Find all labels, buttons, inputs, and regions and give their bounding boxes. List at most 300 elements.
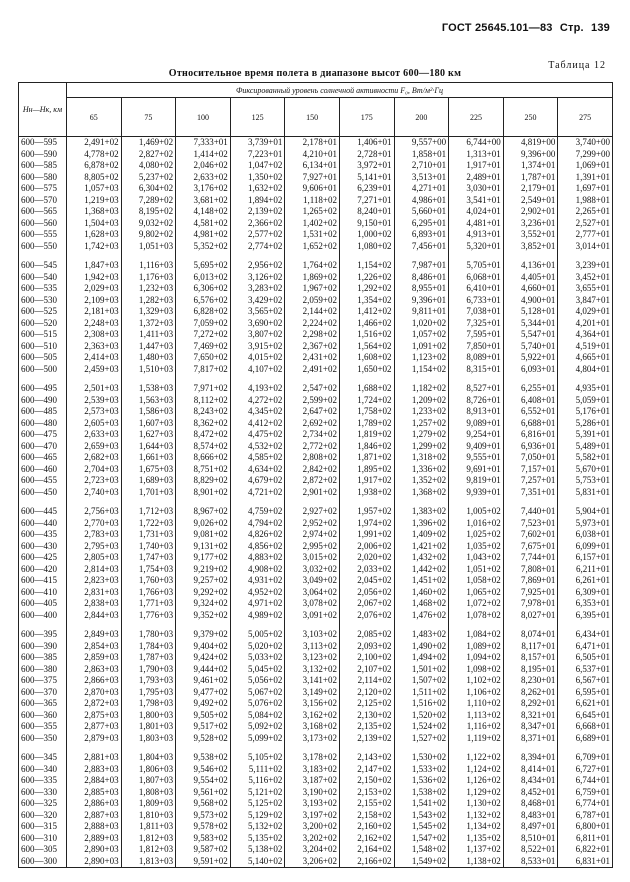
value-cell: 3,200+02 bbox=[285, 821, 340, 833]
value-cell: 1,025+02 bbox=[449, 529, 504, 541]
value-cell: 1,119+02 bbox=[449, 733, 504, 745]
activity-level-250: 250 bbox=[503, 98, 558, 137]
value-cell: 2,298+02 bbox=[285, 329, 340, 341]
value-cell: 2,093+02 bbox=[339, 641, 394, 653]
value-cell: 6,878+02 bbox=[67, 160, 122, 172]
value-cell: 8,089+01 bbox=[449, 352, 504, 364]
table-row bbox=[19, 295, 613, 307]
value-cell: 1,724+02 bbox=[339, 395, 394, 407]
table-row bbox=[19, 149, 613, 161]
value-cell: 2,085+02 bbox=[339, 629, 394, 641]
value-cell: 2,783+03 bbox=[67, 529, 122, 541]
value-cell: 1,644+03 bbox=[121, 441, 176, 453]
value-cell: 5,111+02 bbox=[230, 764, 285, 776]
value-cell: 5,132+02 bbox=[230, 821, 285, 833]
value-cell: 2,153+02 bbox=[339, 787, 394, 799]
value-cell: 2,166+02 bbox=[339, 856, 394, 868]
value-cell: 9,032+02 bbox=[121, 218, 176, 230]
value-cell: 4,029+01 bbox=[558, 306, 613, 318]
value-cell: 1,819+02 bbox=[339, 429, 394, 441]
table-row bbox=[19, 137, 613, 149]
value-cell: 1,758+02 bbox=[339, 406, 394, 418]
value-cell: 5,141+01 bbox=[339, 172, 394, 184]
value-cell: 8,955+01 bbox=[394, 283, 449, 295]
value-cell: 4,665+01 bbox=[558, 352, 613, 364]
altitude-range-cell: 600—340 bbox=[19, 764, 67, 776]
value-cell: 8,117+01 bbox=[503, 641, 558, 653]
value-cell: 3,655+01 bbox=[558, 283, 613, 295]
value-cell: 3,915+02 bbox=[230, 341, 285, 353]
value-cell: 1,536+02 bbox=[394, 775, 449, 787]
value-cell: 1,754+03 bbox=[121, 564, 176, 576]
value-cell: 1,084+02 bbox=[449, 629, 504, 641]
value-cell: 6,295+01 bbox=[394, 218, 449, 230]
value-cell: 1,712+03 bbox=[121, 506, 176, 518]
value-cell: 7,850+01 bbox=[449, 341, 504, 353]
value-cell: 1,527+02 bbox=[394, 733, 449, 745]
value-cell: 3,078+02 bbox=[285, 598, 340, 610]
value-cell: 5,547+01 bbox=[503, 329, 558, 341]
value-cell: 7,272+02 bbox=[176, 329, 231, 341]
value-cell: 3,156+02 bbox=[285, 698, 340, 710]
value-cell: 1,793+03 bbox=[121, 675, 176, 687]
value-cell: 1,412+02 bbox=[339, 306, 394, 318]
value-cell: 6,068+01 bbox=[449, 272, 504, 284]
value-cell: 1,541+02 bbox=[394, 798, 449, 810]
activity-group-header: Фиксированный уровень солнечной активности F₀, Вт/м²·Гц bbox=[67, 83, 613, 98]
table-row bbox=[19, 564, 613, 576]
value-cell: 6,505+01 bbox=[558, 652, 613, 664]
value-cell: 2,150+02 bbox=[339, 775, 394, 787]
value-cell: 1,182+02 bbox=[394, 383, 449, 395]
value-cell: 2,723+03 bbox=[67, 475, 122, 487]
value-cell: 6,621+01 bbox=[558, 698, 613, 710]
value-cell: 2,308+03 bbox=[67, 329, 122, 341]
value-cell: 1,116+02 bbox=[449, 721, 504, 733]
value-cell: 1,917+02 bbox=[339, 475, 394, 487]
value-cell: 8,315+01 bbox=[449, 364, 504, 376]
value-cell: 1,563+03 bbox=[121, 395, 176, 407]
value-cell: 4,585+02 bbox=[230, 452, 285, 464]
value-cell: 1,080+02 bbox=[339, 241, 394, 253]
table-row bbox=[19, 318, 613, 330]
value-cell: 1,476+02 bbox=[394, 610, 449, 622]
altitude-range-cell: 600—580 bbox=[19, 172, 67, 184]
value-cell: 1,731+03 bbox=[121, 529, 176, 541]
altitude-range-cell: 600—395 bbox=[19, 629, 67, 641]
value-cell: 2,863+03 bbox=[67, 664, 122, 676]
value-cell: 7,050+01 bbox=[503, 452, 558, 464]
value-cell: 1,299+02 bbox=[394, 441, 449, 453]
altitude-range-cell: 600—345 bbox=[19, 752, 67, 764]
value-cell: 2,549+01 bbox=[503, 195, 558, 207]
table-row bbox=[19, 733, 613, 745]
value-cell: 4,193+02 bbox=[230, 383, 285, 395]
altitude-range-cell: 600—465 bbox=[19, 452, 67, 464]
value-cell: 1,374+01 bbox=[503, 160, 558, 172]
value-cell: 3,807+02 bbox=[230, 329, 285, 341]
altitude-range-cell: 600—435 bbox=[19, 529, 67, 541]
page-label: Стр. bbox=[559, 22, 584, 34]
value-cell: 3,239+01 bbox=[558, 260, 613, 272]
altitude-range-cell: 600—450 bbox=[19, 487, 67, 499]
value-cell: 8,195+02 bbox=[121, 206, 176, 218]
table-row bbox=[19, 406, 613, 418]
value-cell: 6,744+00 bbox=[449, 137, 504, 149]
value-cell: 3,149+02 bbox=[285, 687, 340, 699]
value-cell: 8,414+01 bbox=[503, 764, 558, 776]
value-cell: 1,776+03 bbox=[121, 610, 176, 622]
value-cell: 3,452+01 bbox=[558, 272, 613, 284]
value-cell: 3,173+02 bbox=[285, 733, 340, 745]
value-cell: 2,886+03 bbox=[67, 798, 122, 810]
value-cell: 1,742+03 bbox=[67, 241, 122, 253]
value-cell: 1,701+03 bbox=[121, 487, 176, 499]
activity-level-175: 175 bbox=[339, 98, 394, 137]
value-cell: 2,020+02 bbox=[339, 552, 394, 564]
value-cell: 5,045+02 bbox=[230, 664, 285, 676]
value-cell: 1,089+02 bbox=[449, 641, 504, 653]
altitude-range-cell: 600—515 bbox=[19, 329, 67, 341]
value-cell: 3,123+02 bbox=[285, 652, 340, 664]
value-cell: 1,809+03 bbox=[121, 798, 176, 810]
value-cell: 3,103+02 bbox=[285, 629, 340, 641]
value-cell: 1,812+03 bbox=[121, 844, 176, 856]
value-cell: 1,447+03 bbox=[121, 341, 176, 353]
value-cell: 1,991+02 bbox=[339, 529, 394, 541]
value-cell: 1,628+03 bbox=[67, 229, 122, 241]
value-cell: 4,364+01 bbox=[558, 329, 613, 341]
value-cell: 7,869+01 bbox=[503, 575, 558, 587]
value-cell: 1,432+02 bbox=[394, 552, 449, 564]
value-cell: 6,255+01 bbox=[503, 383, 558, 395]
value-cell: 5,352+02 bbox=[176, 241, 231, 253]
value-cell: 2,573+03 bbox=[67, 406, 122, 418]
value-cell: 2,033+02 bbox=[339, 564, 394, 576]
value-cell: 4,856+02 bbox=[230, 541, 285, 553]
value-cell: 4,271+01 bbox=[394, 183, 449, 195]
value-cell: 9,557+00 bbox=[394, 137, 449, 149]
table-row bbox=[19, 810, 613, 822]
value-cell: 6,811+01 bbox=[558, 833, 613, 845]
value-cell: 6,744+01 bbox=[558, 775, 613, 787]
value-cell: 9,561+02 bbox=[176, 787, 231, 799]
value-cell: 1,543+02 bbox=[394, 810, 449, 822]
value-cell: 1,265+02 bbox=[285, 206, 340, 218]
table-row bbox=[19, 598, 613, 610]
value-cell: 9,424+02 bbox=[176, 652, 231, 664]
value-cell: 2,952+02 bbox=[285, 518, 340, 530]
value-cell: 5,128+01 bbox=[503, 306, 558, 318]
value-cell: 1,233+02 bbox=[394, 406, 449, 418]
value-cell: 2,866+03 bbox=[67, 675, 122, 687]
value-cell: 6,471+01 bbox=[558, 641, 613, 653]
value-cell: 2,885+03 bbox=[67, 787, 122, 799]
value-cell: 1,329+03 bbox=[121, 306, 176, 318]
value-cell: 1,895+02 bbox=[339, 464, 394, 476]
value-cell: 9,026+02 bbox=[176, 518, 231, 530]
value-cell: 1,391+01 bbox=[558, 172, 613, 184]
altitude-range-cell: 600—550 bbox=[19, 241, 67, 253]
value-cell: 4,794+02 bbox=[230, 518, 285, 530]
value-cell: 1,942+03 bbox=[67, 272, 122, 284]
value-cell: 1,065+02 bbox=[449, 587, 504, 599]
value-cell: 5,320+01 bbox=[449, 241, 504, 253]
value-cell: 1,510+03 bbox=[121, 364, 176, 376]
value-cell: 4,883+02 bbox=[230, 552, 285, 564]
value-cell: 9,538+02 bbox=[176, 752, 231, 764]
value-cell: 2,888+03 bbox=[67, 821, 122, 833]
value-cell: 2,890+03 bbox=[67, 856, 122, 868]
value-cell: 1,279+02 bbox=[394, 429, 449, 441]
value-cell: 8,452+01 bbox=[503, 787, 558, 799]
value-cell: 2,889+03 bbox=[67, 833, 122, 845]
value-cell: 1,078+02 bbox=[449, 610, 504, 622]
value-cell: 3,429+02 bbox=[230, 295, 285, 307]
value-cell: 5,059+01 bbox=[558, 395, 613, 407]
value-cell: 6,787+01 bbox=[558, 810, 613, 822]
value-cell: 2,164+02 bbox=[339, 844, 394, 856]
value-cell: 2,162+02 bbox=[339, 833, 394, 845]
value-cell: 3,739+01 bbox=[230, 137, 285, 149]
activity-level-275: 275 bbox=[558, 98, 613, 137]
value-cell: 8,468+01 bbox=[503, 798, 558, 810]
value-cell: 9,546+02 bbox=[176, 764, 231, 776]
value-cell: 4,405+01 bbox=[503, 272, 558, 284]
table-row bbox=[19, 464, 613, 476]
value-cell: 8,347+01 bbox=[503, 721, 558, 733]
value-cell: 5,140+02 bbox=[230, 856, 285, 868]
altitude-range-cell: 600—315 bbox=[19, 821, 67, 833]
value-cell: 1,800+03 bbox=[121, 710, 176, 722]
table-row bbox=[19, 629, 613, 641]
value-cell: 6,353+01 bbox=[558, 598, 613, 610]
value-cell: 7,271+01 bbox=[339, 195, 394, 207]
value-cell: 6,893+01 bbox=[394, 229, 449, 241]
value-cell: 1,516+02 bbox=[339, 329, 394, 341]
value-cell: 6,831+01 bbox=[558, 856, 613, 868]
altitude-range-cell: 600—430 bbox=[19, 541, 67, 553]
table-row bbox=[19, 160, 613, 172]
altitude-range-cell: 600—505 bbox=[19, 352, 67, 364]
value-cell: 1,894+02 bbox=[230, 195, 285, 207]
altitude-range-cell: 600—520 bbox=[19, 318, 67, 330]
value-cell: 6,211+01 bbox=[558, 564, 613, 576]
value-cell: 1,368+02 bbox=[394, 487, 449, 499]
value-cell: 9,444+02 bbox=[176, 664, 231, 676]
value-cell: 1,219+03 bbox=[67, 195, 122, 207]
value-cell: 5,973+01 bbox=[558, 518, 613, 530]
value-cell: 5,904+01 bbox=[558, 506, 613, 518]
value-cell: 2,599+02 bbox=[285, 395, 340, 407]
value-cell: 2,147+02 bbox=[339, 764, 394, 776]
value-cell: 8,483+01 bbox=[503, 810, 558, 822]
value-cell: 1,102+02 bbox=[449, 675, 504, 687]
value-cell: 6,595+01 bbox=[558, 687, 613, 699]
value-cell: 1,442+02 bbox=[394, 564, 449, 576]
table-row bbox=[19, 229, 613, 241]
value-cell: 4,015+02 bbox=[230, 352, 285, 364]
value-cell: 9,131+02 bbox=[176, 541, 231, 553]
value-cell: 8,967+02 bbox=[176, 506, 231, 518]
altitude-range-cell: 600—530 bbox=[19, 295, 67, 307]
value-cell: 2,872+03 bbox=[67, 698, 122, 710]
value-cell: 3,176+02 bbox=[176, 183, 231, 195]
value-cell: 5,489+01 bbox=[558, 441, 613, 453]
value-cell: 1,808+03 bbox=[121, 787, 176, 799]
altitude-range-cell: 600—365 bbox=[19, 698, 67, 710]
value-cell: 1,766+03 bbox=[121, 587, 176, 599]
value-cell: 1,790+03 bbox=[121, 664, 176, 676]
value-cell: 2,877+03 bbox=[67, 721, 122, 733]
value-cell: 3,513+01 bbox=[394, 172, 449, 184]
group-separator bbox=[19, 375, 613, 383]
value-cell: 8,472+02 bbox=[176, 429, 231, 441]
value-cell: 3,972+01 bbox=[339, 160, 394, 172]
value-cell: 2,854+03 bbox=[67, 641, 122, 653]
value-cell: 5,116+02 bbox=[230, 775, 285, 787]
value-cell: 3,132+02 bbox=[285, 664, 340, 676]
value-cell: 7,440+01 bbox=[503, 506, 558, 518]
value-cell: 2,844+03 bbox=[67, 610, 122, 622]
value-cell: 4,136+01 bbox=[503, 260, 558, 272]
value-cell: 5,056+02 bbox=[230, 675, 285, 687]
altitude-range-cell: 600—305 bbox=[19, 844, 67, 856]
value-cell: 3,187+02 bbox=[285, 775, 340, 787]
value-cell: 8,027+01 bbox=[503, 610, 558, 622]
value-cell: 9,292+02 bbox=[176, 587, 231, 599]
value-cell: 8,321+01 bbox=[503, 710, 558, 722]
value-cell: 8,666+02 bbox=[176, 452, 231, 464]
value-cell: 2,130+02 bbox=[339, 710, 394, 722]
value-cell: 4,581+02 bbox=[176, 218, 231, 230]
table-row bbox=[19, 306, 613, 318]
value-cell: 9,591+02 bbox=[176, 856, 231, 868]
value-cell: 5,176+01 bbox=[558, 406, 613, 418]
value-cell: 1,938+02 bbox=[339, 487, 394, 499]
value-cell: 8,230+01 bbox=[503, 675, 558, 687]
value-cell: 9,528+02 bbox=[176, 733, 231, 745]
value-cell: 6,395+01 bbox=[558, 610, 613, 622]
value-cell: 9,379+02 bbox=[176, 629, 231, 641]
table-row bbox=[19, 675, 613, 687]
value-cell: 2,046+02 bbox=[176, 160, 231, 172]
value-cell: 2,501+03 bbox=[67, 383, 122, 395]
activity-level-150: 150 bbox=[285, 98, 340, 137]
altitude-range-cell: 600—405 bbox=[19, 598, 67, 610]
value-cell: 1,406+01 bbox=[339, 137, 394, 149]
value-cell: 9,396+01 bbox=[394, 295, 449, 307]
altitude-range-cell: 600—475 bbox=[19, 429, 67, 441]
value-cell: 7,059+02 bbox=[176, 318, 231, 330]
value-cell: 1,137+02 bbox=[449, 844, 504, 856]
value-cell: 2,902+01 bbox=[503, 206, 558, 218]
value-cell: 9,477+02 bbox=[176, 687, 231, 699]
value-cell: 3,206+02 bbox=[285, 856, 340, 868]
value-cell: 2,827+02 bbox=[121, 149, 176, 161]
table-row bbox=[19, 541, 613, 553]
altitude-range-cell: 600—495 bbox=[19, 383, 67, 395]
activity-level-200: 200 bbox=[394, 98, 449, 137]
value-cell: 1,005+02 bbox=[449, 506, 504, 518]
value-cell: 2,491+02 bbox=[67, 137, 122, 149]
value-cell: 5,129+02 bbox=[230, 810, 285, 822]
value-cell: 1,466+02 bbox=[339, 318, 394, 330]
value-cell: 8,574+02 bbox=[176, 441, 231, 453]
value-cell: 3,168+02 bbox=[285, 721, 340, 733]
value-cell: 2,547+02 bbox=[285, 383, 340, 395]
value-cell: 1,967+02 bbox=[285, 283, 340, 295]
value-cell: 4,759+02 bbox=[230, 506, 285, 518]
value-cell: 6,727+01 bbox=[558, 764, 613, 776]
group-separator bbox=[19, 744, 613, 752]
value-cell: 1,110+02 bbox=[449, 698, 504, 710]
value-cell: 2,144+02 bbox=[285, 306, 340, 318]
value-cell: 8,243+02 bbox=[176, 406, 231, 418]
value-cell: 1,846+02 bbox=[339, 441, 394, 453]
table-row bbox=[19, 441, 613, 453]
value-cell: 5,753+01 bbox=[558, 475, 613, 487]
value-cell: 5,067+02 bbox=[230, 687, 285, 699]
value-cell: 9,578+02 bbox=[176, 821, 231, 833]
table-row bbox=[19, 506, 613, 518]
altitude-range-cell: 600—320 bbox=[19, 810, 67, 822]
value-cell: 1,232+03 bbox=[121, 283, 176, 295]
value-cell: 1,771+03 bbox=[121, 598, 176, 610]
table-label: Таблица 12 bbox=[548, 60, 606, 71]
value-cell: 9,404+02 bbox=[176, 641, 231, 653]
value-cell: 5,135+02 bbox=[230, 833, 285, 845]
table-row bbox=[19, 798, 613, 810]
value-cell: 2,139+02 bbox=[339, 733, 394, 745]
value-cell: 5,020+02 bbox=[230, 641, 285, 653]
value-cell: 2,901+02 bbox=[285, 487, 340, 499]
value-cell: 3,049+02 bbox=[285, 575, 340, 587]
value-cell: 4,345+02 bbox=[230, 406, 285, 418]
value-cell: 1,411+03 bbox=[121, 329, 176, 341]
value-cell: 1,858+01 bbox=[394, 149, 449, 161]
altitude-range-cell: 600—350 bbox=[19, 733, 67, 745]
value-cell: 2,056+02 bbox=[339, 587, 394, 599]
value-cell: 3,681+02 bbox=[176, 195, 231, 207]
value-cell: 1,507+02 bbox=[394, 675, 449, 687]
altitude-range-cell: 600—420 bbox=[19, 564, 67, 576]
value-cell: 1,807+03 bbox=[121, 775, 176, 787]
value-cell: 4,481+01 bbox=[449, 218, 504, 230]
value-cell: 1,813+03 bbox=[121, 856, 176, 868]
value-cell: 2,772+02 bbox=[285, 441, 340, 453]
altitude-range-cell: 600—525 bbox=[19, 306, 67, 318]
value-cell: 5,084+02 bbox=[230, 710, 285, 722]
value-cell: 2,431+02 bbox=[285, 352, 340, 364]
value-cell: 1,652+02 bbox=[285, 241, 340, 253]
value-cell: 1,804+03 bbox=[121, 752, 176, 764]
value-cell: 2,884+03 bbox=[67, 775, 122, 787]
altitude-range-cell: 600—460 bbox=[19, 464, 67, 476]
table-row bbox=[19, 183, 613, 195]
value-cell: 2,155+02 bbox=[339, 798, 394, 810]
value-cell: 2,633+03 bbox=[67, 429, 122, 441]
value-cell: 5,121+02 bbox=[230, 787, 285, 799]
table-row bbox=[19, 364, 613, 376]
value-cell: 1,132+02 bbox=[449, 810, 504, 822]
table-row bbox=[19, 664, 613, 676]
value-cell: 7,333+01 bbox=[176, 137, 231, 149]
value-cell: 2,367+02 bbox=[285, 341, 340, 353]
value-cell: 2,704+03 bbox=[67, 464, 122, 476]
activity-level-225: 225 bbox=[449, 98, 504, 137]
table-row bbox=[19, 487, 613, 499]
